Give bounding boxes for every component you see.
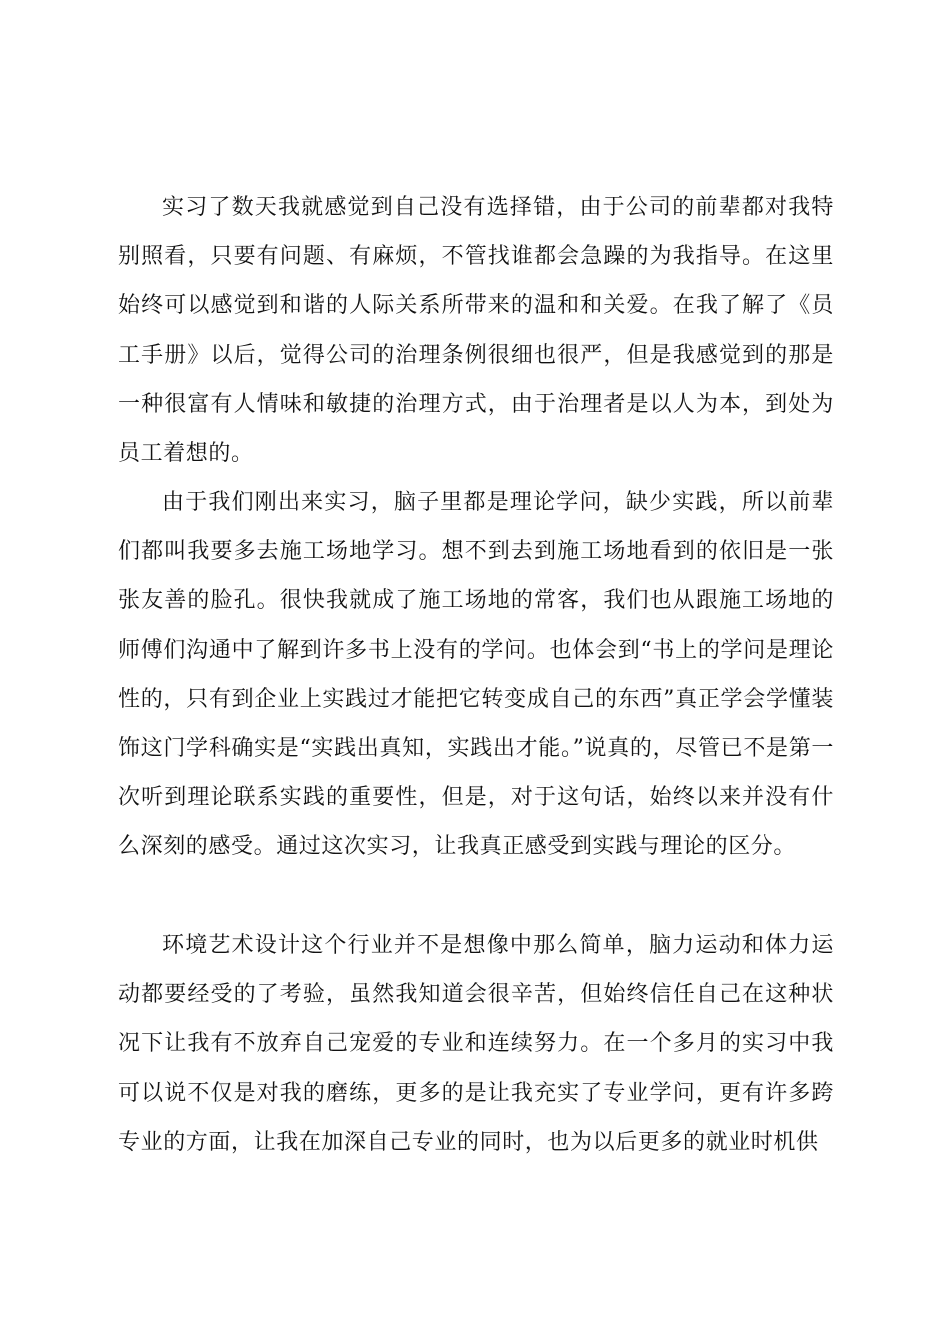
paragraph-3: 环境艺术设计这个行业并不是想像中那么简单，脑力运动和体力运动都要经受的了考验，虽然我知道会很辛苦，但始终信任自己在这种状况下让我有不放弃自己宠爱的专业和连续努力。在一个多月的实习中我可以说不仅是对我的磨练，更多的是让我充实了专业学问，更有许多跨专业的方面，让我在加深自己专业的同时，也为以后更多的就业时机供 xyxy=(118,933,834,1155)
paragraph-2: 由于我们刚出来实习，脑子里都是理论学问，缺少实践，所以前辈们都叫我要多去施工场地学习。想不到去到施工场地看到的依旧是一张张友善的脸孔。很快我就成了施工场地的常客，我们也从跟施工场地的师傅们沟通中了解到许多书上没有的学问。也体会到“书上的学问是理论性的，只有到企业上实践过才能把它转变成自己的东西”真正学会学懂装饰这门学科确实是“实践出真知，实践出才能。”说真的，尽管已不是第一次听到理论联系实践的重要性，但是，对于这句话，始终以来并没有什么深刻的感受。通过这次实习，让我真正感受到实践与理论的区分。 xyxy=(118,490,834,860)
paragraph-1: 实习了数天我就感觉到自己没有选择错，由于公司的前辈都对我特别照看，只要有问题、有麻烦，不管找谁都会急躁的为我指导。在这里始终可以感觉到和谐的人际关系所带来的温和和关爱。在我了解了《员工手册》以后，觉得公司的治理条例很细也很严，但是我感觉到的那是一种很富有人情味和敏捷的治理方式，由于治理者是以人为本，到处为员工着想的。 xyxy=(118,195,834,467)
